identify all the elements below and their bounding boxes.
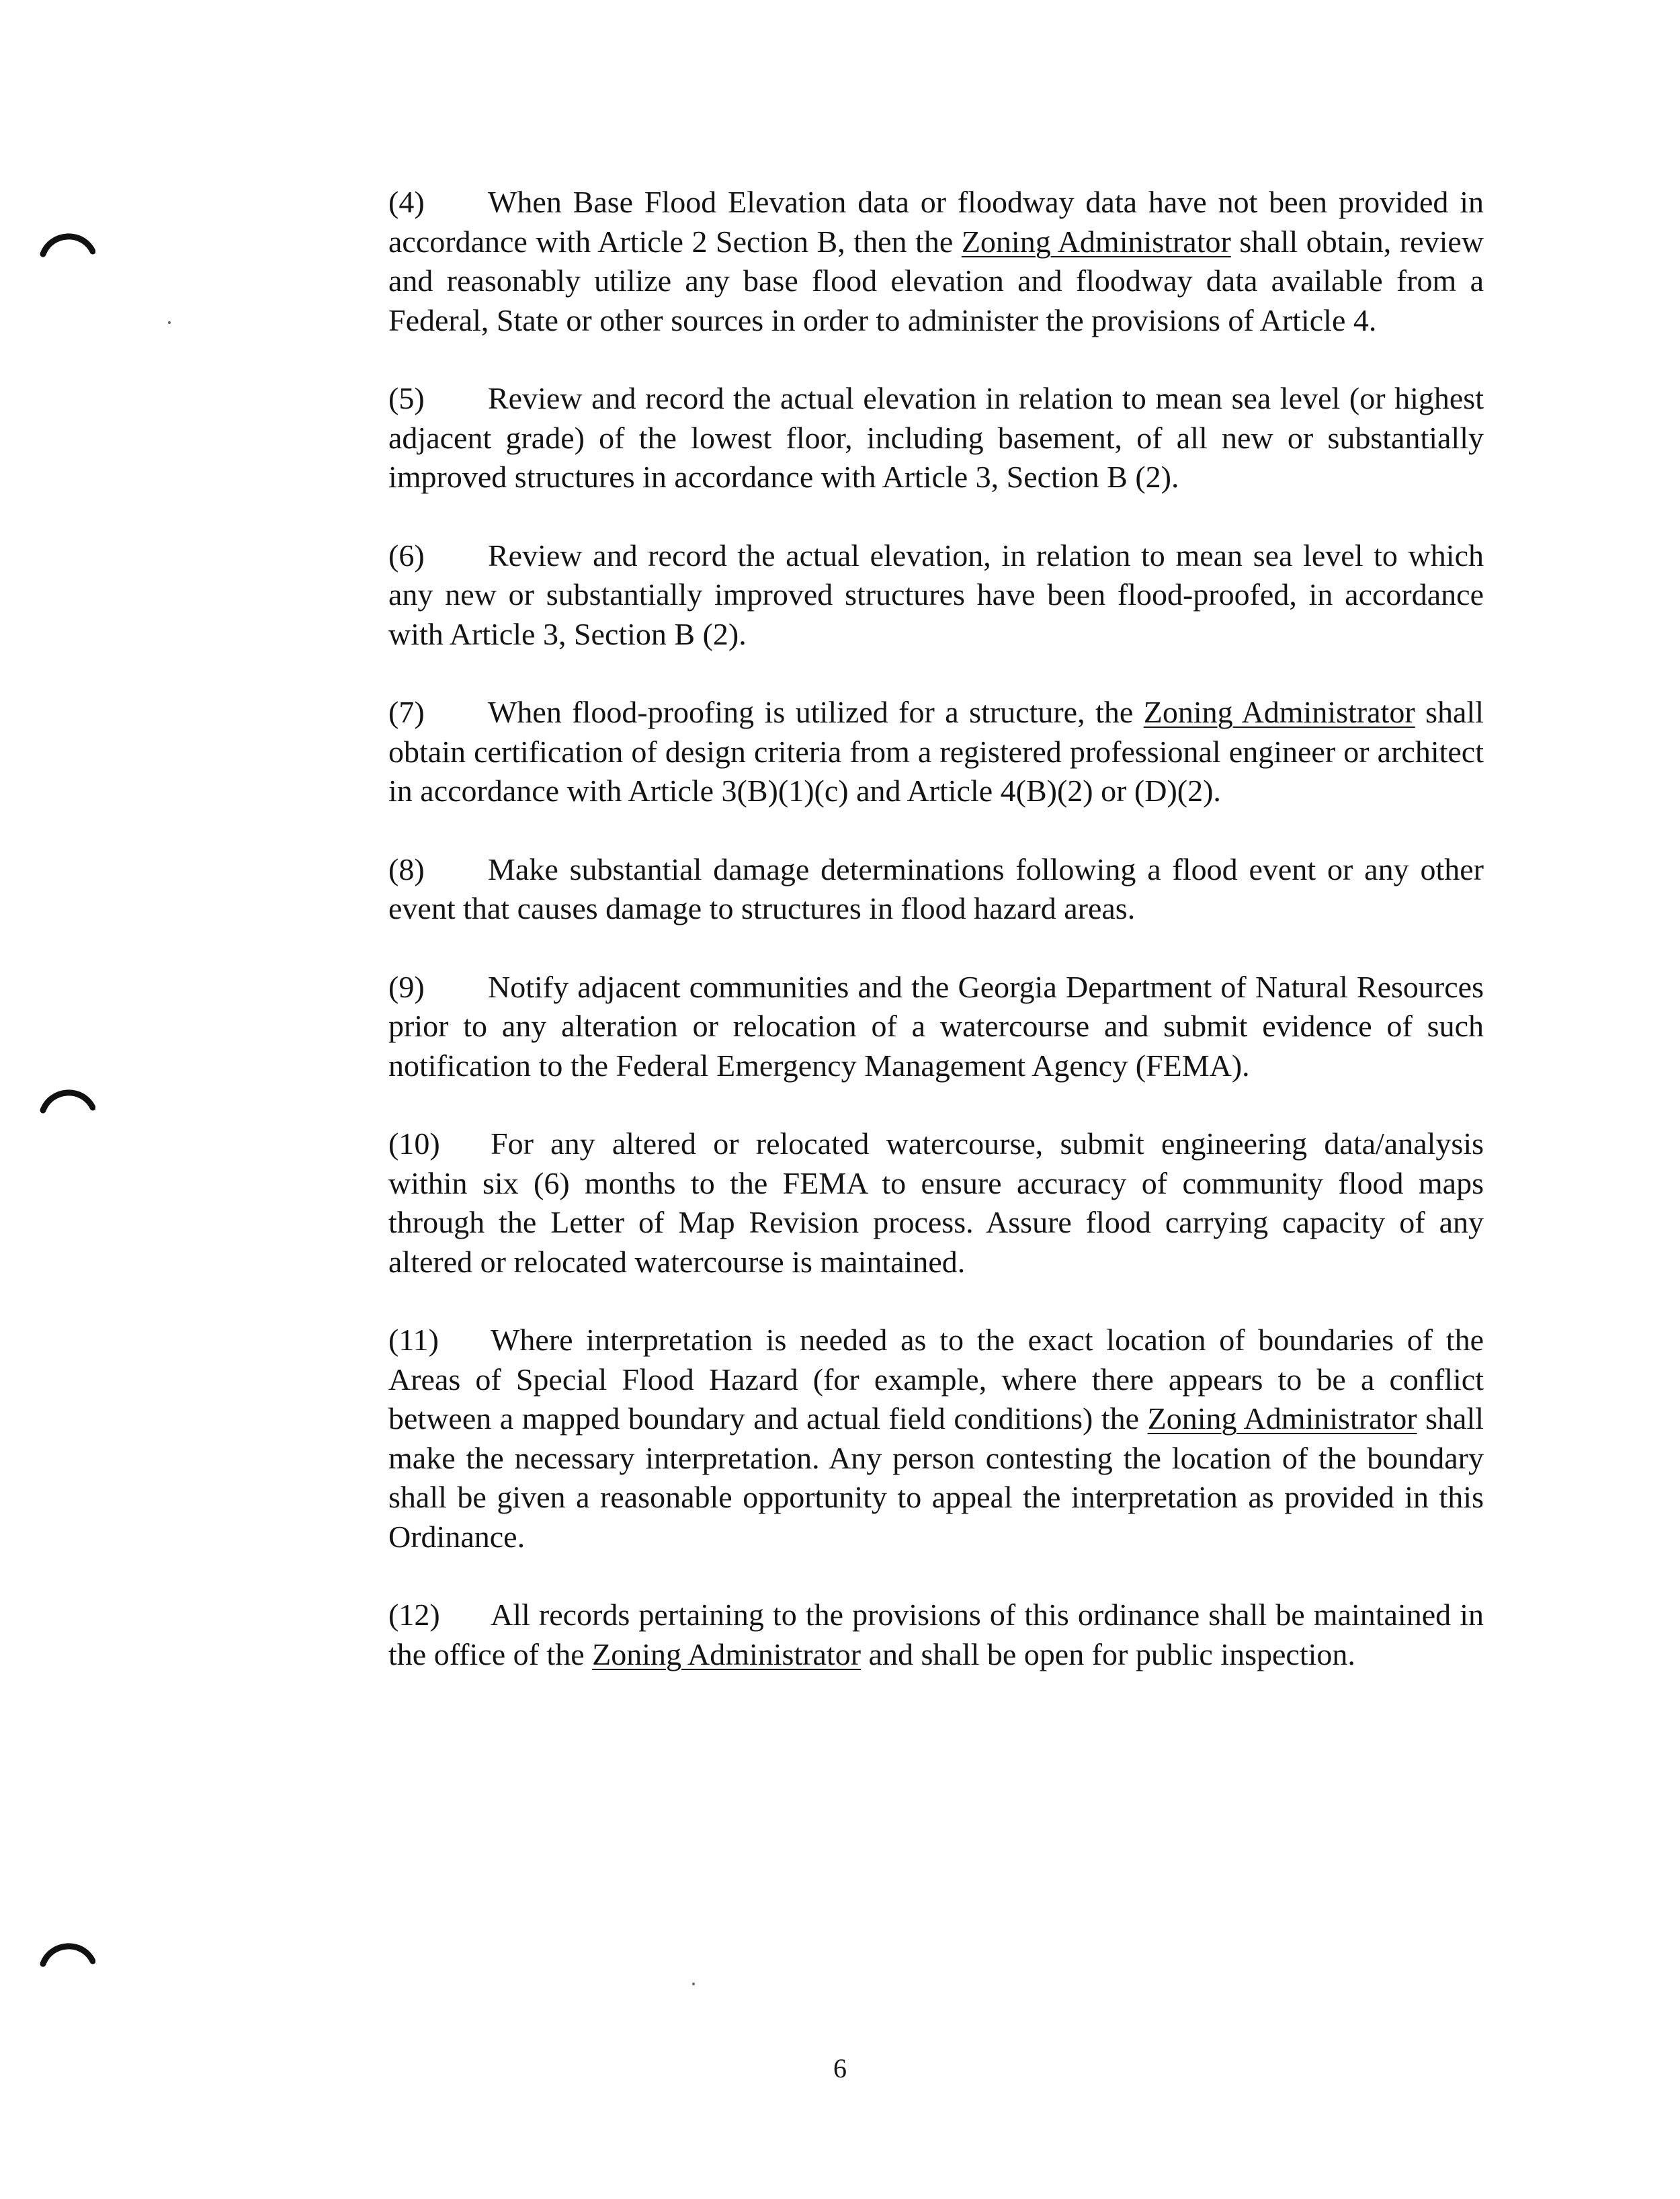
paragraph-number: (12) (388, 1598, 440, 1632)
paragraph-text: shall obtain certification of design criteria from a registered professional engineer or architect in accordance with Article 3(B)(1)(c) and Article 4(B)(2) or (D)(2). (388, 695, 1484, 808)
paragraph-number: (7) (388, 695, 425, 729)
paragraph (388, 693, 1484, 811)
paragraph-text: shall make the necessary interpretation. Any person contesting the location of the boundary shall be given a reasonable opportunity to appeal the interpretation as provided in this Ordinance. (388, 1401, 1484, 1554)
paragraph-text: Review and record the actual elevation, in relation to mean sea level to which any new or substantially improved structures have been flood-proofed, in accordance with Article 3, Section B (2). (388, 538, 1484, 651)
paragraph-text: Make substantial damage determinations following a flood event or any other event that causes damage to structures in flood hazard areas. (388, 852, 1484, 925)
paragraph-number: (10) (388, 1126, 440, 1161)
page-number: 6 (833, 2053, 847, 2083)
zoning-administrator-term: Zoning Administrator (1143, 695, 1415, 729)
paragraph (388, 379, 1484, 497)
paragraph-text: shall obtain, review and reasonably utilize any base flood elevation and floodway data available from a Federal, State or other sources in order to administer the provisions of Article 4. (388, 224, 1484, 337)
paragraph-text: and shall be open for public inspection. (861, 1636, 1355, 1671)
zoning-administrator-term: Zoning Administrator (592, 1636, 862, 1671)
scan-speck (168, 321, 171, 324)
zoning-administrator-term: Zoning Administrator (1147, 1401, 1417, 1436)
binder-hole-mark-top (39, 227, 95, 258)
paragraph-text: When flood-proofing is utilized for a structure, the (488, 695, 1144, 729)
paragraph-number: (4) (388, 185, 425, 219)
paragraph-number: (6) (388, 538, 425, 573)
paragraph (388, 1124, 1484, 1282)
paragraph (388, 968, 1484, 1086)
paragraph-number: (5) (388, 381, 425, 415)
paragraph-number: (9) (388, 969, 425, 1004)
ordinance-text-body (388, 183, 1484, 1713)
binder-hole-mark-middle (39, 1083, 95, 1114)
binder-hole-mark-bottom (39, 1937, 95, 1968)
zoning-administrator-term: Zoning Administrator (961, 224, 1231, 259)
paragraph (388, 183, 1484, 340)
paragraph-number: (11) (388, 1323, 439, 1357)
paragraph (388, 1321, 1484, 1557)
paragraph-text: All records pertaining to the provisions of this ordinance shall be maintained in the office of the (388, 1598, 1484, 1671)
paragraph (388, 536, 1484, 655)
paragraph (388, 1595, 1484, 1674)
paragraph-text: Notify adjacent communities and the Georgia Department of Natural Resources prior to any alteration or relocation of a watercourse and submit evidence of such notification to the Federal Emergency Management Agency (FEMA). (388, 969, 1484, 1083)
paragraph (388, 850, 1484, 929)
paragraph-text: Where interpretation is needed as to the exact location of boundaries of the Areas of Special Flood Hazard (for example, where there appears to be a conflict between a mapped boundary and actual field conditions) the (388, 1323, 1484, 1436)
paragraph-text: When Base Flood Elevation data or floodway data have not been provided in accordance with Article 2 Section B, then the (388, 185, 1484, 259)
paragraph-text: Review and record the actual elevation in relation to mean sea level (or highest adjacent grade) of the lowest floor, including basement, of all new or substantially improved structures in accordance with Article 3, Section B (2). (388, 381, 1484, 494)
paragraph-text: For any altered or relocated watercourse, submit engineering data/analysis within six (6) months to the FEMA to ensure accuracy of community flood maps through the Letter of Map Revision process. Assure flood carrying capacity of any altered or relocated watercourse is maintained. (388, 1126, 1484, 1279)
paragraph-number: (8) (388, 852, 425, 886)
scan-speck (692, 1983, 695, 1985)
